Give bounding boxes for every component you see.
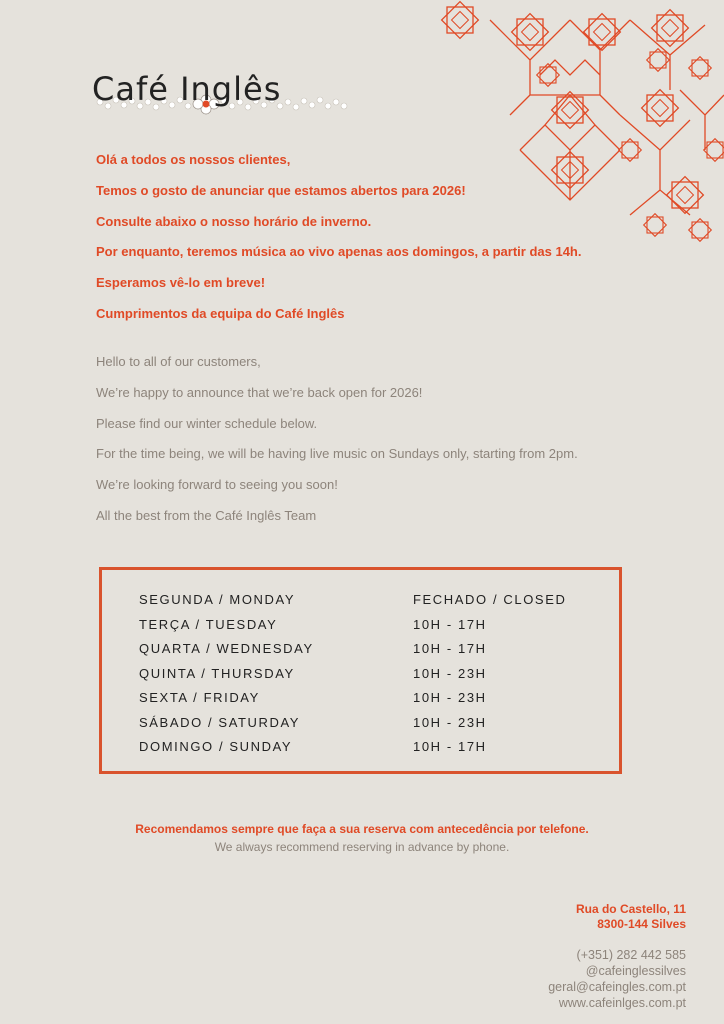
message-pt-line: Olá a todos os nossos clientes, bbox=[96, 152, 291, 167]
contact-block bbox=[548, 902, 686, 1011]
phone-number[interactable]: (+351) 282 442 585 bbox=[576, 948, 686, 962]
schedule-day: SEXTA / FRIDAY bbox=[139, 690, 260, 705]
message-en-line: Please find our winter schedule below. bbox=[96, 415, 318, 431]
message-en-line: We’re looking forward to seeing you soon! bbox=[96, 477, 338, 493]
schedule-table bbox=[99, 567, 622, 774]
message-pt-line: Esperamos vê-lo em breve! bbox=[96, 275, 266, 291]
schedule-hours: 10H - 17H bbox=[413, 739, 487, 754]
schedule-hours: 10H - 23H bbox=[413, 690, 487, 705]
logo bbox=[92, 66, 281, 112]
message-en-line: All the best from the Café Inglês Team bbox=[96, 507, 317, 523]
schedule-hours: FECHADO / CLOSED bbox=[413, 592, 567, 607]
schedule-day: DOMINGO / SUNDAY bbox=[139, 739, 293, 754]
message-pt-line: Por enquanto, teremos música ao vivo apenas aos domingos, a partir das 14h. bbox=[96, 244, 582, 260]
address-postcode: 8300-144 Silves bbox=[597, 917, 686, 931]
message-en-line: Hello to all of our customers, bbox=[96, 354, 261, 369]
schedule-day: TERÇA / TUESDAY bbox=[139, 616, 278, 632]
schedule-hours: 10H - 17H bbox=[413, 616, 487, 632]
schedule-day: SEGUNDA / MONDAY bbox=[139, 592, 296, 607]
schedule-day: QUARTA / WEDNESDAY bbox=[139, 641, 314, 656]
message-en-line: We’re happy to announce that we’re back open for 2026! bbox=[96, 384, 423, 400]
schedule-day: SÁBADO / SATURDAY bbox=[139, 714, 301, 730]
address-line: Rua do Castello, 11 bbox=[575, 902, 686, 916]
schedule-hours: 10H - 23H bbox=[413, 714, 487, 730]
message-pt-line: Temos o gosto de anunciar que estamos abertos para 2026! bbox=[96, 182, 466, 198]
schedule-hours: 10H - 23H bbox=[413, 665, 487, 681]
message-pt-line: Consulte abaixo o nosso horário de inverno. bbox=[96, 213, 372, 229]
reservation-note-pt: Recomendamos sempre que faça a sua reserva com antecedência por telefone. bbox=[135, 822, 589, 836]
reservation-note bbox=[0, 820, 724, 856]
brand-name: Café Inglês bbox=[92, 70, 282, 108]
reservation-note-en: We always recommend reserving in advance by phone. bbox=[214, 840, 510, 854]
website-link[interactable]: www.cafeinlges.com.pt bbox=[558, 996, 686, 1010]
email-link[interactable]: geral@cafeingles.com.pt bbox=[548, 980, 686, 994]
message-en-line: For the time being, we will be having live music on Sundays only, starting from 2pm. bbox=[96, 446, 578, 462]
message-portuguese bbox=[96, 150, 581, 335]
schedule-day: QUINTA / THURSDAY bbox=[139, 665, 295, 681]
message-pt-line: Cumprimentos da equipa do Café Inglês bbox=[96, 305, 345, 321]
schedule-hours: 10H - 17H bbox=[413, 641, 487, 656]
message-english bbox=[96, 352, 578, 537]
social-handle[interactable]: @cafeinglessilves bbox=[585, 964, 686, 978]
